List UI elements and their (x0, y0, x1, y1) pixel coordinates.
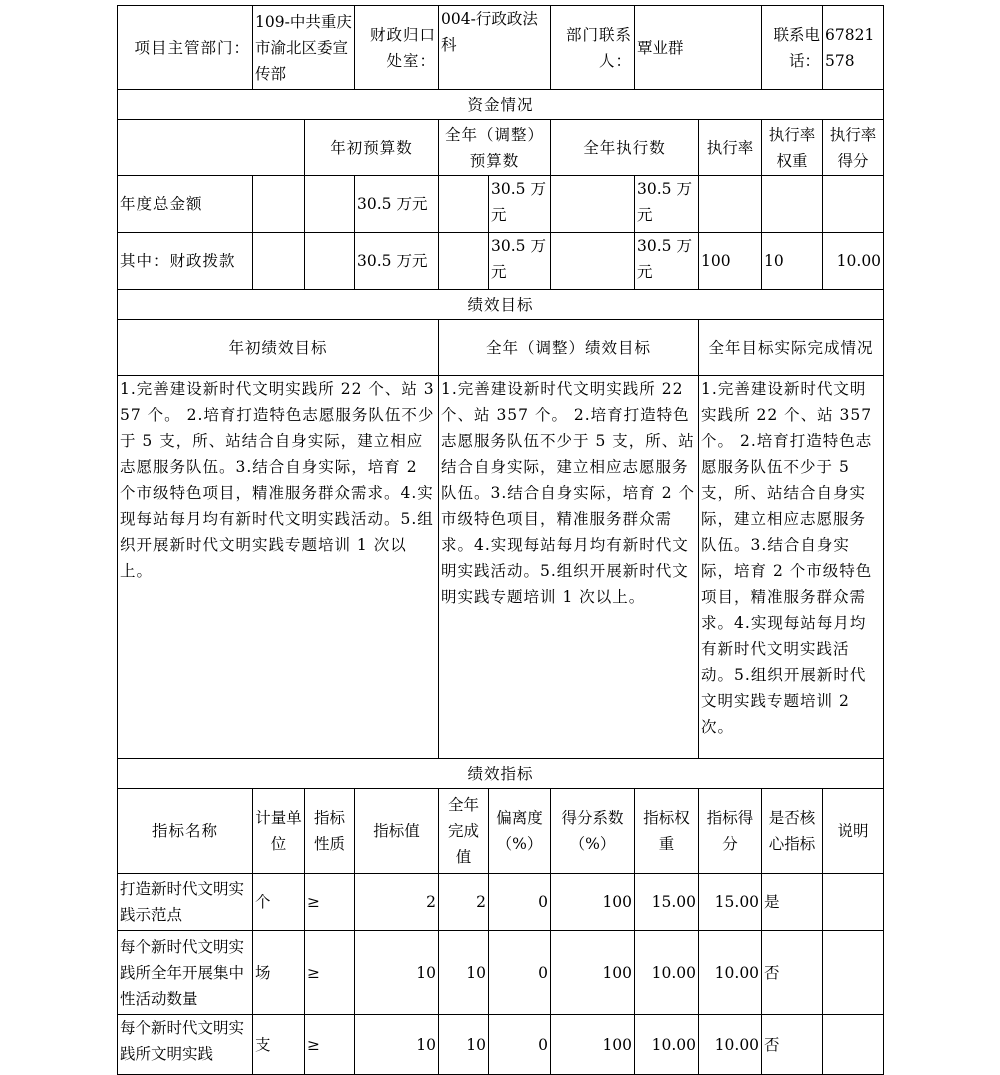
funds-row-label: 年度总金额 (118, 176, 253, 233)
funds-col-weight: 执行率权重 (762, 120, 823, 176)
funds-col-rate: 执行率 (699, 120, 762, 176)
ind-score: 15.00 (699, 874, 762, 931)
funds-header-row (118, 120, 884, 176)
ind-coefficient: 100 (551, 1015, 635, 1075)
table-row (118, 874, 884, 931)
ind-weight: 10.00 (635, 931, 699, 1015)
funds-initial: 30.5 万元 (355, 176, 439, 233)
finance-label: 财政归口处室： (355, 6, 439, 90)
ind-col-core: 是否核心指标 (762, 789, 823, 874)
ind-unit: 个 (253, 874, 305, 931)
goals-section-title: 绩效目标 (118, 290, 884, 320)
table-row (118, 1015, 884, 1075)
ind-deviation: 0 (489, 1015, 551, 1075)
goals-col-adjusted: 全年（调整）绩效目标 (439, 320, 699, 376)
ind-col-note: 说明 (823, 789, 884, 874)
ind-nature: ≥ (305, 874, 355, 931)
funds-rate (699, 176, 762, 233)
ind-nature: ≥ (305, 1015, 355, 1075)
ind-col-completed: 全年完成值 (439, 789, 489, 874)
funds-blank-cell (551, 233, 635, 290)
goals-header-row (118, 320, 884, 376)
ind-value: 10 (355, 1015, 439, 1075)
funds-score: 10.00 (823, 233, 884, 290)
funds-adjusted: 30.5 万元 (489, 176, 551, 233)
phone-value: 67821578 (823, 6, 884, 90)
goals-adjusted-text: 1.完善建设新时代文明实践所 22 个、站 357 个。 2.培育打造特色志愿服务队伍不少于 5 支，所、站结合自身实际，建立相应志愿服务队伍。3.结合自身实际，培育 2 个市级特色项目，精准服务群众需求。4.实现每站每月均有新时代文明实践活动。5.组织开展新时代文明实践专题培训 1 次以上。 (439, 376, 699, 759)
funds-blank-cell (439, 176, 489, 233)
ind-nature: ≥ (305, 931, 355, 1015)
ind-col-name: 指标名称 (118, 789, 253, 874)
ind-name: 每个新时代文明实践所文明实践 (118, 1015, 253, 1075)
dept-label: 项目主管部门： (118, 6, 253, 90)
ind-unit: 场 (253, 931, 305, 1015)
funds-executed: 30.5 万元 (635, 233, 699, 290)
funds-col-adjusted: 全年（调整）预算数 (439, 120, 551, 176)
ind-weight: 15.00 (635, 874, 699, 931)
ind-core: 是 (762, 874, 823, 931)
funds-col-score: 执行率得分 (823, 120, 884, 176)
funds-col-execution: 全年执行数 (551, 120, 699, 176)
contact-value: 覃业群 (635, 6, 762, 90)
ind-value: 2 (355, 874, 439, 931)
funds-header-blank (118, 120, 305, 176)
ind-col-weight: 指标权重 (635, 789, 699, 874)
phone-label: 联系电话： (762, 6, 823, 90)
ind-completed: 10 (439, 1015, 489, 1075)
ind-col-score: 指标得分 (699, 789, 762, 874)
funds-blank-cell (253, 233, 305, 290)
funds-initial: 30.5 万元 (355, 233, 439, 290)
funds-blank-cell (439, 233, 489, 290)
ind-unit: 支 (253, 1015, 305, 1075)
ind-note (823, 874, 884, 931)
funds-weight: 10 (762, 233, 823, 290)
goals-actual-text: 1.完善建设新时代文明实践所 22 个、站 357 个。 2.培育打造特色志愿服务队伍不少于 5 支，所、站结合自身实际，建立相应志愿服务队伍。3.结合自身实际，培育 2 个市级特色项目，精准服务群众需求。4.实现每站每月均有新时代文明实践活动。5.组织开展新时代文明实践专题培训 2 次。 (699, 376, 884, 759)
ind-score: 10.00 (699, 931, 762, 1015)
funds-rate: 100 (699, 233, 762, 290)
header-row (118, 6, 884, 90)
indicators-section-title: 绩效指标 (118, 759, 884, 789)
funds-executed: 30.5 万元 (635, 176, 699, 233)
ind-col-deviation: 偏离度（%） (489, 789, 551, 874)
funds-blank-cell (551, 176, 635, 233)
funds-row (118, 176, 884, 233)
contact-label: 部门联系人： (551, 6, 635, 90)
funds-score (823, 176, 884, 233)
ind-core: 否 (762, 1015, 823, 1075)
performance-table (117, 5, 884, 1075)
ind-col-unit: 计量单位 (253, 789, 305, 874)
ind-deviation: 0 (489, 931, 551, 1015)
funds-blank-cell (305, 176, 355, 233)
finance-value: 004-行政政法科 (439, 6, 551, 90)
indicators-header-row (118, 789, 884, 874)
funds-weight (762, 176, 823, 233)
ind-coefficient: 100 (551, 874, 635, 931)
goals-col-initial: 年初绩效目标 (118, 320, 439, 376)
ind-completed: 2 (439, 874, 489, 931)
ind-col-coefficient: 得分系数（%） (551, 789, 635, 874)
goals-col-actual: 全年目标实际完成情况 (699, 320, 884, 376)
ind-score: 10.00 (699, 1015, 762, 1075)
ind-note (823, 931, 884, 1015)
funds-blank-cell (305, 233, 355, 290)
ind-col-value: 指标值 (355, 789, 439, 874)
ind-weight: 10.00 (635, 1015, 699, 1075)
ind-name: 每个新时代文明实践所全年开展集中性活动数量 (118, 931, 253, 1015)
ind-name: 打造新时代文明实践示范点 (118, 874, 253, 931)
ind-value: 10 (355, 931, 439, 1015)
funds-row (118, 233, 884, 290)
ind-coefficient: 100 (551, 931, 635, 1015)
goals-initial-text: 1.完善建设新时代文明实践所 22 个、站 357 个。 2.培育打造特色志愿服务队伍不少于 5 支，所、站结合自身实际，建立相应志愿服务队伍。3.结合自身实际，培育 2 个市级特色项目，精准服务群众需求。4.实现每站每月均有新时代文明实践活动。5.组织开展新时代文明实践专题培训 1 次以上。 (118, 376, 439, 759)
funds-col-initial: 年初预算数 (305, 120, 439, 176)
funds-adjusted: 30.5 万元 (489, 233, 551, 290)
ind-deviation: 0 (489, 874, 551, 931)
dept-value: 109-中共重庆市渝北区委宣传部 (253, 6, 355, 90)
ind-core: 否 (762, 931, 823, 1015)
funds-row-label: 其中：财政拨款 (118, 233, 253, 290)
goals-text-row (118, 376, 884, 759)
funds-section-title: 资金情况 (118, 90, 884, 120)
ind-completed: 10 (439, 931, 489, 1015)
ind-note (823, 1015, 884, 1075)
table-row (118, 931, 884, 1015)
ind-col-nature: 指标性质 (305, 789, 355, 874)
funds-blank-cell (253, 176, 305, 233)
